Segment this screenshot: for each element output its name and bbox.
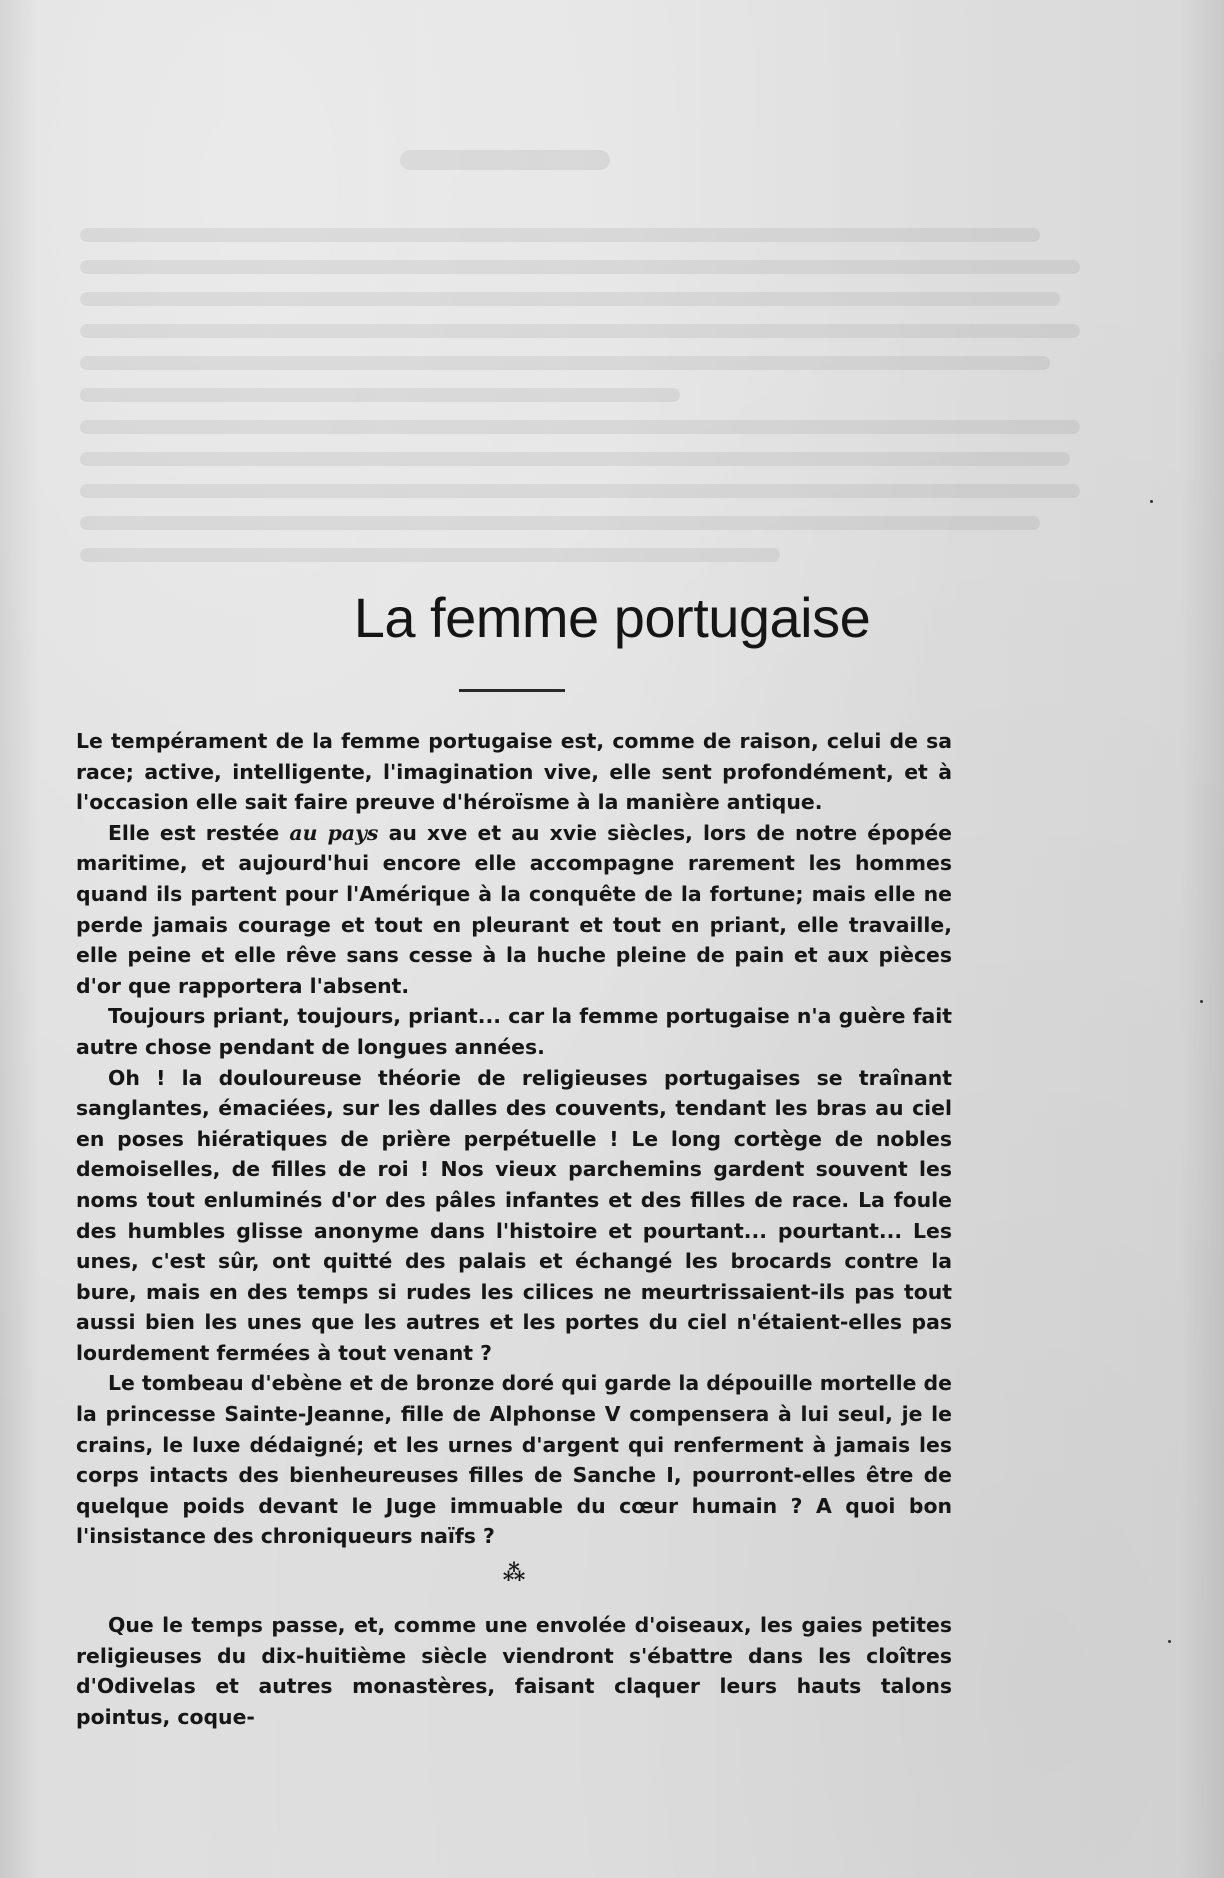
paragraph-2-start: Elle est restée	[108, 820, 280, 845]
bleed-through-line	[80, 548, 780, 562]
bleed-through-line	[80, 228, 1040, 242]
bleed-through-line	[80, 292, 1060, 306]
bleed-through-line	[80, 420, 1080, 434]
bleed-through-line	[80, 356, 1050, 370]
article-title: La femme portugaise	[353, 586, 871, 649]
paragraph-1: Le tempérament de la femme portugaise est, comme de raison, celui de sa race; active, intelligente, l'imagination vive, elle sent profondément, et à l'occasion elle sait faire preuve d'héroïsme à la manière antique.	[76, 729, 952, 815]
bleed-through-line	[80, 324, 1080, 338]
bleed-through-line	[80, 516, 1040, 530]
paragraph-4: Oh ! la douloureuse théorie de religieuses portugaises se traînant sanglantes, émaciées, sur les dalles des couvents, tendant les bras au ciel en poses hiératiques de prière perpétuelle ! Le long cortège de nobles demoiselles, de filles de roi ! Nos vieux parchemins gardent souvent les noms tout enluminés d'or des pâles infantes et des filles de race. La foule des humbles glisse anonyme dans l'histoire et pourtant... pourtant... Les unes, c'est sûr, ont quitté des palais et échangé les brocards contre la bure, mais en des temps si rudes les cilices ne meurtrissaient-ils pas tout aussi bien les unes que les autres et les portes du ciel n'étaient-elles pas lourdement fermées à tout venant ?	[76, 1065, 952, 1365]
paragraph-5: Le tombeau d'ebène et de bronze doré qui garde la dépouille mortelle de la princesse Sainte-Jeanne, fille de Alphonse V compensera à lui seul, je le crains, le luxe dédaigné; et les urnes d'argent qui renferment à jamais les corps intacts des bienheureuses filles de Sanche I, pourront-elles être de quelque poids devant le Juge immuable du cœur humain ? A quoi bon l'insistance des chroniqueurs naïfs ?	[76, 1371, 952, 1549]
bleed-through-line	[80, 388, 680, 402]
paragraph-2-italic: au pays	[289, 820, 379, 845]
dust-speck	[1150, 500, 1153, 503]
bleed-through-line	[80, 260, 1080, 274]
dust-speck	[1200, 1000, 1203, 1003]
paragraph-3: Toujours priant, toujours, priant... car la femme portugaise n'a guère fait autre chose pendant de longues années.	[76, 1004, 952, 1059]
bleed-through-header	[400, 150, 610, 170]
paragraph-2	[76, 818, 952, 1002]
bleed-through-line	[80, 452, 1070, 466]
asterism-separator: ⁂	[502, 1560, 526, 1587]
paragraph-2-rest: au xve et au xvie siècles, lors de notre épopée maritime, et aujourd'hui encore elle accompagne rarement les hommes quand ils partent pour l'Amérique à la conquête de la fortune; mais elle ne perde jamais courage et tout en pleurant et tout en priant, elle travaille, elle peine et elle rêve sans cesse à la huche pleine de pain et aux pièces d'or que rapportera l'absent.	[76, 820, 952, 998]
bleed-through-line	[80, 484, 1080, 498]
paragraph-6: Que le temps passe, et, comme une envolée d'oiseaux, les gaies petites religieuses du dix-huitième siècle viendront s'ébattre dans les cloîtres d'Odivelas et autres monastères, faisant claquer leurs hauts talons pointus, coque-	[76, 1613, 952, 1729]
article-body	[76, 726, 952, 1732]
title-rule	[459, 689, 565, 692]
dust-speck	[1168, 1640, 1171, 1643]
